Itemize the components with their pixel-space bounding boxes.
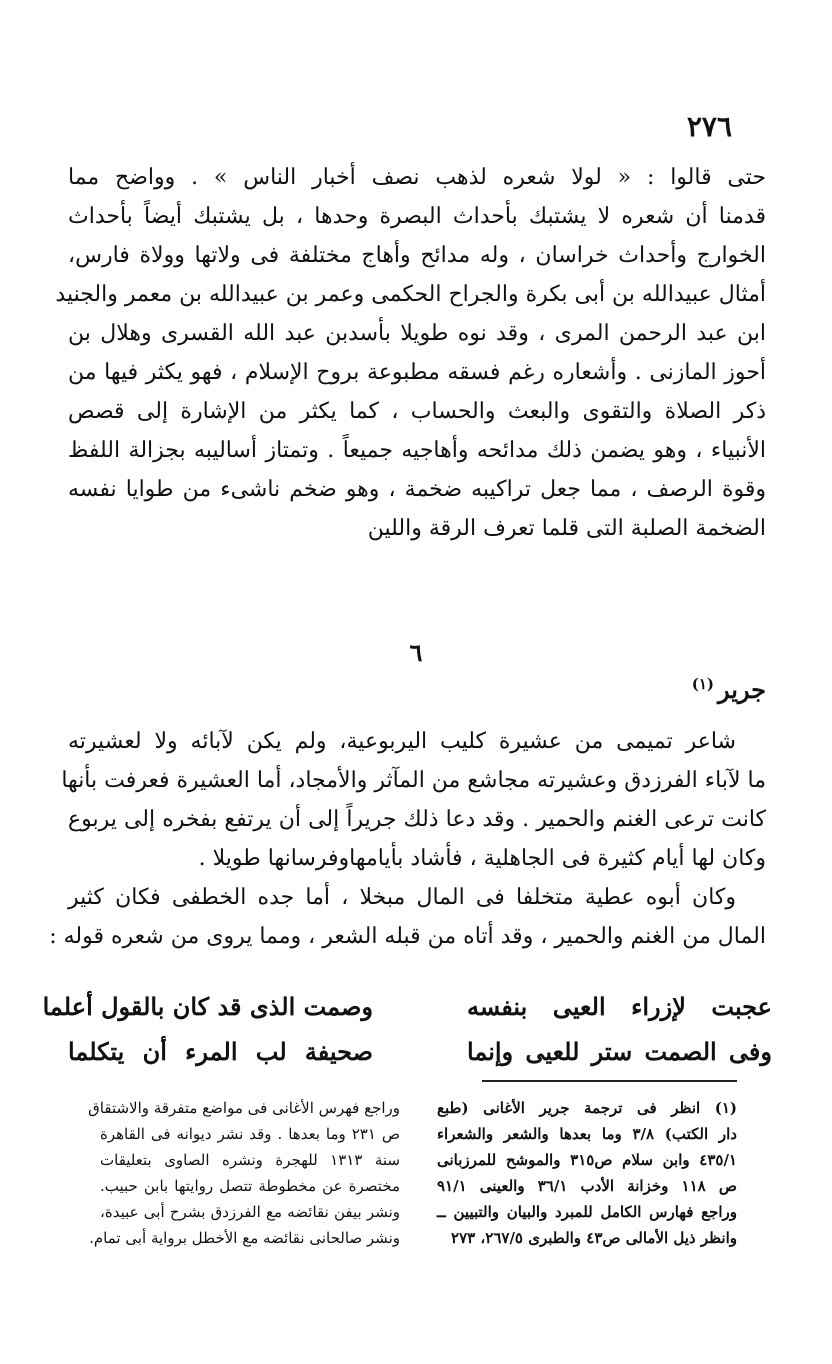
verse-first-hemistich: وفى الصمت ستر للعيى وإنما — [467, 1037, 772, 1066]
text-line: وكان لها أيام كثيرة فى الجاهلية ، فأشاد بأيامهاوفرسانها طويلا . — [198, 846, 766, 871]
text-line: المال من الغنم والحمير ، وقد أتاه من قبله الشعر ، ومما يروى من شعره قوله : — [49, 924, 766, 949]
footnote-line: ونشر بيفن نقائضه مع الفرزدق بشرح أبى عبيدة، — [100, 1203, 400, 1221]
text-line: الضخمة الصلبة التى قلما تعرف الرقة واللين — [367, 516, 766, 541]
poem-verse — [68, 1030, 772, 1074]
footnote-marker: (١) — [691, 675, 714, 693]
paragraph-farazdaq-conclusion — [55, 158, 766, 548]
text-line: ذكر الصلاة والتقوى والبعث والحساب ، كما يكثر من الإشارة إلى قصص — [68, 399, 766, 424]
footnote-line: ٤٣٥/١ وابن سلام ص٣١٥ والموشح للمرزبانى — [437, 1151, 737, 1169]
section-title: جرير — [718, 675, 766, 704]
section-number: ٦ — [409, 638, 423, 667]
text-line: وقوة الرصف ، مما جعل تراكيبه ضخمة ، وهو ضخم ناشىء من طوايا نفسه — [68, 477, 766, 502]
text-line: ما لآباء الفرزدق وعشيرته مجاشع من المآثر والأمجاد، أما العشيرة فعرفت بأنها — [61, 768, 766, 793]
paragraph-jarir-intro — [49, 722, 766, 956]
verse-first-hemistich: عجبت لإزراء العيى بنفسه — [467, 992, 772, 1021]
text-line: كانت ترعى الغنم والحمير . وقد دعا ذلك جريراً إلى أن يرتفع بفخره إلى يربوع — [68, 807, 766, 832]
footnote-column-left — [88, 1095, 401, 1251]
text-line: الأنبياء ، وهو يضمن ذلك مدائحه وأهاجيه جميعاً . وتمتاز أساليبه بجزالة اللفظ — [68, 438, 766, 463]
text-line: شاعر تميمى من عشيرة كليب اليربوعية، ولم يكن لآبائه ولا لعشيرته — [68, 729, 736, 754]
footnote-line: مختصرة عن مخطوطة تتصل روايتها بابن حبيب. — [100, 1177, 400, 1195]
page-number: ٢٧٦ — [686, 110, 732, 143]
footnote-line: ص ٢٣١ وما بعدها . وقد نشر ديوانه فى القاهرة — [100, 1125, 401, 1143]
footnote-line: سنة ١٣١٣ للهجرة ونشره الصاوى بتعليقات — [100, 1151, 400, 1169]
text-line: أحوز المازنى . وأشعاره رغم فسقه مطبوعة بروح الإسلام ، فهو يكثر فيها من — [68, 360, 766, 385]
text-line: وكان أبوه عطية متخلفا فى المال مبخلا ، أما جده الخطفى فكان كثير — [68, 885, 736, 910]
footnote-line: وراجع فهرس الأغانى فى مواضع متفرقة والاشتقاق — [88, 1099, 400, 1117]
text-line: أمثال عبيدالله بن أبى بكرة والجراح الحكمى وعمر بن عبيدالله بن معمر والجنيد — [55, 282, 766, 307]
text-line: قدمنا أن شعره لا يشتبك بأحداث البصرة وحدها ، بل يشتبك أيضاً بأحداث — [68, 204, 766, 229]
poem-verse — [42, 985, 772, 1029]
text-line: ابن عبد الرحمن المرى ، وقد نوه طويلا بأسدبن عبد الله القسرى وهلال بن — [68, 321, 766, 346]
footnote-column-right — [437, 1095, 737, 1251]
footnote-line: وراجع فهارس الكامل للمبرد والبيان والتبيين ــ — [437, 1203, 737, 1221]
poem — [42, 985, 772, 1077]
section-heading — [692, 675, 766, 704]
footnote-line: دار الكتب) ٣/٨ وما بعدها والشعر والشعراء — [437, 1125, 737, 1143]
text-line: حتى قالوا : « لولا شعره لذهب نصف أخبار الناس » . وواضح مما — [68, 165, 766, 190]
footnote-line: وانظر ذيل الأمالى ص٤٣ والطبرى ٢٦٧/٥، ٢٧٣ — [451, 1229, 737, 1247]
footnote-line: (١) انظر فى ترجمة جرير الأغانى (طبع — [437, 1099, 737, 1117]
footnote-line: ونشر صالحانى نقائضه مع الأخطل برواية أبى تمام. — [89, 1229, 400, 1247]
text-line: الخوارج وأحداث خراسان ، وله مدائح وأهاج مختلفة فى ولاتها وولاة فارس، — [68, 243, 766, 268]
verse-second-hemistich: وصمت الذى قد كان بالقول أعلما — [42, 992, 373, 1021]
verse-second-hemistich: صحيفة لب المرء أن يتكلما — [68, 1037, 373, 1066]
footnote-line: ص ١١٨ وخزانة الأدب ٣٦/١ والعينى ٩١/١ — [437, 1177, 738, 1195]
footnote-separator — [482, 1080, 737, 1082]
